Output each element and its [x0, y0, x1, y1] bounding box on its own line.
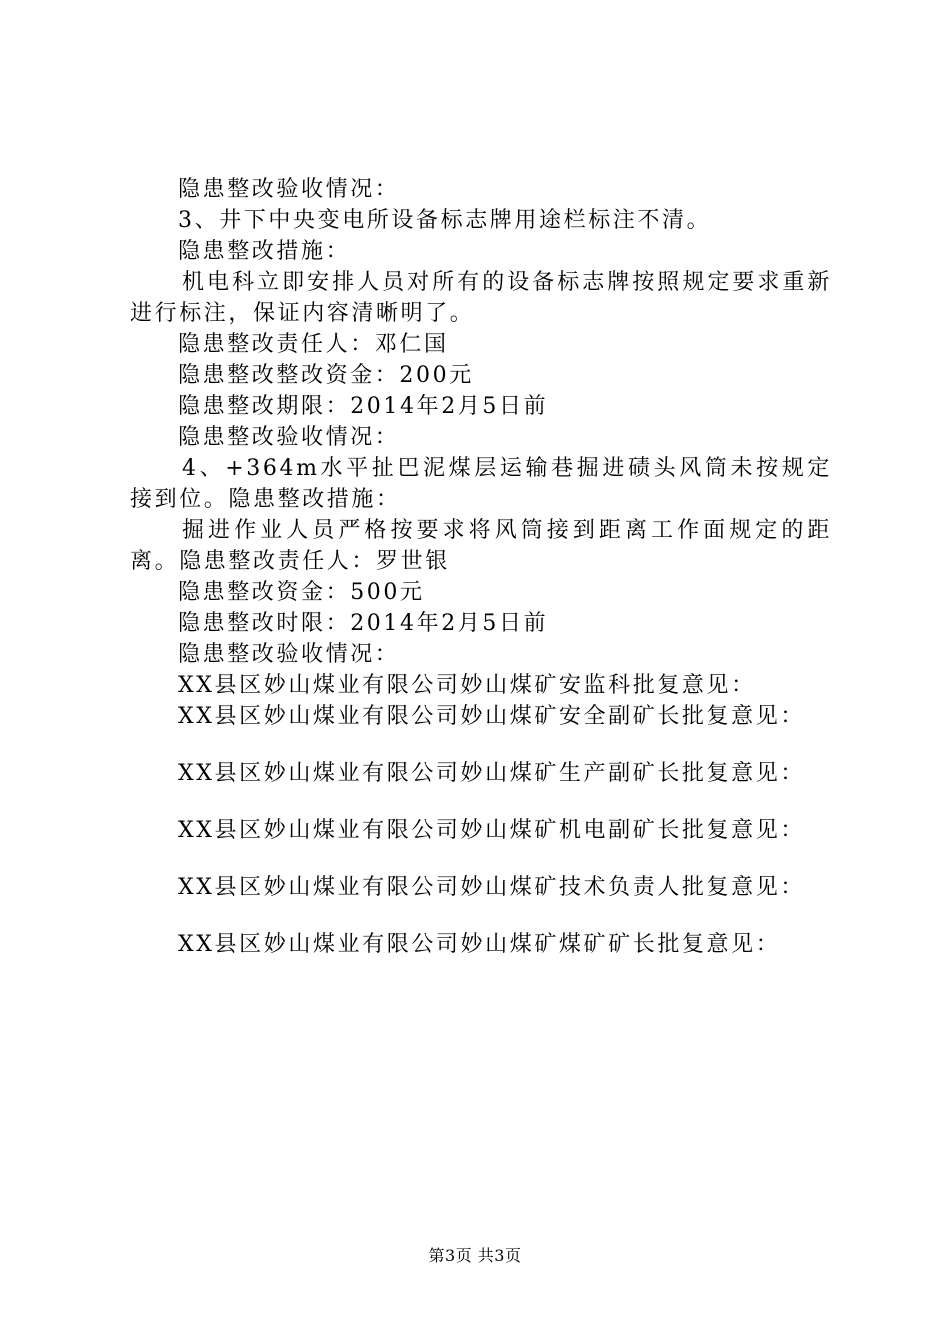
page-number-footer: 第3页 共3页 [428, 1246, 522, 1265]
safety-supervision-approval: XX县区妙山煤业有限公司妙山煤矿安监科批复意见： [178, 673, 756, 698]
acceptance-status-line: 隐患整改验收情况： [178, 425, 400, 450]
rectification-measures-text: 机电科立即安排人员对所有的设备标志牌按照规定要求重新进行标注，保证内容清晰明了。 [130, 270, 832, 326]
technical-lead-approval: XX县区妙山煤业有限公司妙山煤矿技术负责人批复意见： [178, 875, 805, 900]
document-body [130, 174, 832, 960]
mine-director-approval: XX县区妙山煤业有限公司妙山煤矿煤矿矿长批复意见： [178, 932, 781, 957]
responsible-person-line: 隐患整改责任人：邓仁国 [178, 332, 449, 357]
hazard-item-4: 4、+364m水平扯巴泥煤层运输巷掘进碛头风筒未按规定接到位。隐患整改措施： [130, 456, 832, 512]
rectification-funds-line: 隐患整改资金：500元 [178, 580, 425, 605]
safety-deputy-approval: XX县区妙山煤业有限公司妙山煤矿安全副矿长批复意见： [178, 704, 805, 729]
rectification-deadline-line: 隐患整改期限：2014年2月5日前 [178, 394, 549, 419]
mechanical-deputy-approval: XX县区妙山煤业有限公司妙山煤矿机电副矿长批复意见： [178, 818, 805, 843]
production-deputy-approval: XX县区妙山煤业有限公司妙山煤矿生产副矿长批复意见： [178, 761, 805, 786]
rectification-measures-text: 掘进作业人员严格按要求将风筒接到距离工作面规定的距离。隐患整改责任人：罗世银 [130, 518, 832, 574]
acceptance-status-line: 隐患整改验收情况： [178, 642, 400, 667]
rectification-funds-line: 隐患整改整改资金：200元 [178, 363, 474, 388]
rectification-measures-label: 隐患整改措施： [178, 239, 351, 264]
hazard-item-3: 3、井下中央变电所设备标志牌用途栏标注不清。 [178, 208, 712, 233]
rectification-deadline-line: 隐患整改时限：2014年2月5日前 [178, 611, 549, 636]
acceptance-status-line: 隐患整改验收情况： [178, 177, 400, 202]
